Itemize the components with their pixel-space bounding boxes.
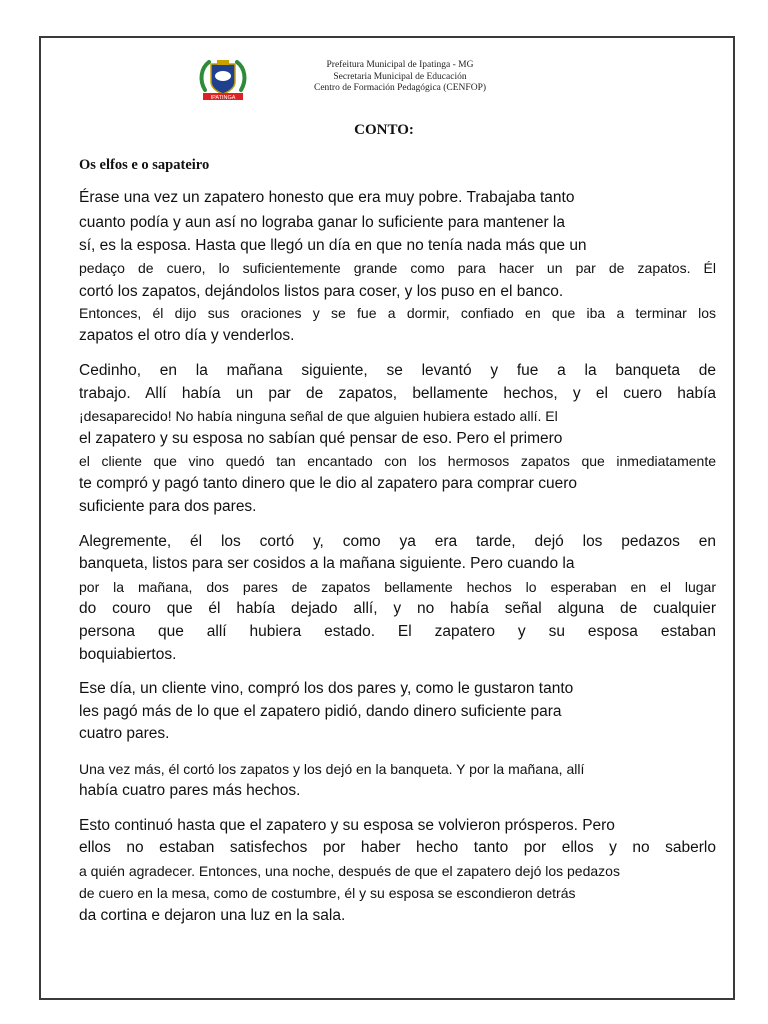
story-line: boquiabiertos. — [79, 646, 177, 663]
story-line: el cliente que vino quedó tan encantado con los hermosos zapatos que inmediatamente — [79, 453, 716, 469]
story-line: el zapatero y su esposa no sabían qué pensar de eso. Pero el primero — [79, 430, 563, 447]
logo-lettering: IPATINGA — [210, 95, 236, 101]
story-line: do couro que él había dejado allí, y no había señal alguna de cualquier — [79, 600, 716, 617]
document-title: CONTO: — [354, 122, 414, 138]
letterhead-line-prefeitura: Prefeitura Municipal de Ipatinga - MG — [326, 60, 474, 70]
story-line: a quién agradecer. Entonces, una noche, después de que el zapatero dejó los pedazos — [79, 863, 620, 879]
story-title: Os elfos e o sapateiro — [79, 157, 210, 173]
letterhead — [300, 60, 500, 95]
story-line: Esto continuó hasta que el zapatero y su esposa se volvieron prósperos. Pero — [79, 817, 615, 834]
story-line: zapatos el otro día y venderlos. — [79, 327, 295, 344]
story-line: ellos no estaban satisfechos por haber hecho tanto por ellos y no saberlo — [79, 839, 716, 856]
story-line: cuatro pares. — [79, 725, 170, 742]
story-line: cuanto podía y aun así no lograba ganar lo suficiente para mantener la — [79, 214, 565, 231]
story-line: cortó los zapatos, dejándolos listos para coser, y los puso en el banco. — [79, 283, 564, 300]
story-line: Alegremente, él los cortó y, como ya era tarde, dejó los pedazos en — [79, 533, 716, 550]
story-line: por la mañana, dos pares de zapatos bellamente hechos lo esperaban en el lugar — [79, 579, 716, 595]
story-line: Ese día, un cliente vino, compró los dos pares y, como le gustaron tanto — [79, 680, 574, 697]
story-line: sí, es la esposa. Hasta que llegó un día en que no tenía nada más que un — [79, 237, 587, 254]
story-line: trabajo. Allí había un par de zapatos, bellamente hechos, y el cuero había — [79, 385, 716, 402]
story-line: Cedinho, en la mañana siguiente, se levantó y fue a la banqueta de — [79, 362, 716, 379]
story-line: les pagó más de lo que el zapatero pidió, dando dinero suficiente para — [79, 703, 562, 720]
story-line: de cuero en la mesa, como de costumbre, él y su esposa se escondieron detrás — [79, 885, 576, 901]
story-line: Una vez más, él cortó los zapatos y los dejó en la banqueta. Y por la mañana, allí — [79, 761, 585, 777]
story-line: da cortina e dejaron una luz en la sala. — [79, 907, 346, 924]
story-line: te compró y pagó tanto dinero que le dio al zapatero para comprar cuero — [79, 475, 578, 492]
letterhead-line-secretaria: Secretaria Municipal de Educación — [333, 71, 467, 82]
story-line: había cuatro pares más hechos. — [79, 782, 301, 799]
story-line: Entonces, él dijo sus oraciones y se fue a dormir, confiado en que iba a terminar los — [79, 305, 716, 321]
story-line: ¡desaparecido! No había ninguna señal de que alguien hubiera estado allí. El — [79, 408, 558, 424]
story-line: banqueta, listos para ser cosidos a la mañana siguiente. Pero cuando la — [79, 555, 575, 572]
story-line: persona que allí hubiera estado. El zapatero y su esposa estaban — [79, 623, 716, 640]
city-crest-logo — [195, 52, 251, 104]
story-line: Érase una vez un zapatero honesto que era muy pobre. Trabajaba tanto — [79, 189, 575, 206]
story-line: suficiente para dos pares. — [79, 498, 257, 515]
story-line: pedaço de cuero, lo suficientemente grande como para hacer un par de zapatos. Él — [79, 260, 716, 276]
letterhead-line-centro: Centro de Formación Pedagógica (CENFOP) — [313, 83, 487, 93]
